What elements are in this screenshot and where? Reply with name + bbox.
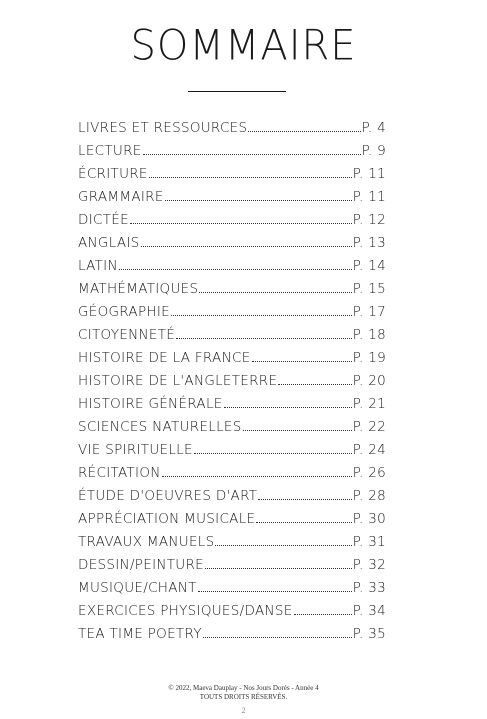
toc-entry-label: VIE SPIRITUELLE xyxy=(78,442,193,458)
dot-leader xyxy=(149,176,352,178)
toc-entry-label: GRAMMAIRE xyxy=(78,189,164,205)
toc-entry-page: P. 30 xyxy=(352,511,386,527)
toc-entry-page: P. 21 xyxy=(352,396,386,412)
toc-entry[interactable] xyxy=(78,212,386,235)
dot-leader xyxy=(278,383,351,385)
dot-leader xyxy=(243,429,352,431)
toc-entry[interactable] xyxy=(78,327,386,350)
toc-entry[interactable] xyxy=(78,396,386,419)
toc-entry[interactable] xyxy=(78,511,386,534)
footer xyxy=(0,684,487,702)
dot-leader xyxy=(130,222,352,224)
toc-entry-page: P. 14 xyxy=(352,258,386,274)
toc-entry[interactable] xyxy=(78,304,386,327)
dot-leader xyxy=(141,245,352,247)
dot-leader xyxy=(215,544,351,546)
toc-entry[interactable] xyxy=(78,442,386,465)
toc-entry-label: DICTÉE xyxy=(78,212,129,228)
dot-leader xyxy=(205,567,352,569)
page-number: 2 xyxy=(241,706,246,715)
toc-entry-label: EXERCICES PHYSIQUES/DANSE xyxy=(78,603,293,619)
toc-entry-label: HISTOIRE DE LA FRANCE xyxy=(78,350,251,366)
toc-entry-label: HISTOIRE DE L'ANGLETERRE xyxy=(78,373,278,389)
toc-entry-label: LIVRES ET RESSOURCES xyxy=(78,120,248,136)
dot-leader xyxy=(252,360,352,362)
toc-entry[interactable] xyxy=(78,189,386,212)
title-underline xyxy=(188,91,286,92)
dot-leader xyxy=(198,590,352,592)
toc-entry-page: P. 20 xyxy=(352,373,386,389)
toc-entry-page: P. 35 xyxy=(352,626,386,642)
toc-entry-label: LECTURE xyxy=(78,143,142,159)
toc-entry-page: P. 9 xyxy=(361,143,386,159)
dot-leader xyxy=(119,268,352,270)
toc-entry-page: P. 4 xyxy=(361,120,386,136)
toc-entry-page: P. 11 xyxy=(352,166,386,182)
toc-entry-page: P. 22 xyxy=(352,419,386,435)
toc-entry-label: LATIN xyxy=(78,258,118,274)
toc-entry[interactable] xyxy=(78,120,386,143)
toc-entry-label: CITOYENNETÉ xyxy=(78,327,176,343)
toc-entry-label: GÉOGRAPHIE xyxy=(78,304,170,320)
dot-leader xyxy=(258,498,351,500)
toc-entry[interactable] xyxy=(78,580,386,603)
dot-leader xyxy=(203,636,352,638)
footer-copyright: © 2022, Maeva Dauplay - Nos Jours Dorés - Année 4 xyxy=(168,684,319,692)
toc-entry-page: P. 24 xyxy=(352,442,386,458)
dot-leader xyxy=(294,613,352,615)
toc-entry-page: P. 11 xyxy=(352,189,386,205)
dot-leader xyxy=(199,291,351,293)
toc-entry[interactable] xyxy=(78,350,386,373)
toc-entry[interactable] xyxy=(78,419,386,442)
toc-entry-label: MUSIQUE/CHANT xyxy=(78,580,197,596)
dot-leader xyxy=(256,521,351,523)
toc-entry[interactable] xyxy=(78,281,386,304)
toc-entry-page: P. 15 xyxy=(352,281,386,297)
toc-entry-label: RÉCITATION xyxy=(78,465,161,481)
toc-entry[interactable] xyxy=(78,465,386,488)
dot-leader xyxy=(162,475,352,477)
footer-rights: TOUTS DROITS RÉSERVÉS. xyxy=(199,693,288,701)
toc-entry[interactable] xyxy=(78,603,386,626)
toc-entry-page: P. 31 xyxy=(352,534,386,550)
toc-entry-label: TRAVAUX MANUELS xyxy=(78,534,215,550)
toc-entry-page: P. 28 xyxy=(352,488,386,504)
page-title: SOMMAIRE xyxy=(130,21,357,71)
toc-entry-page: P. 33 xyxy=(352,580,386,596)
toc-entry-label: DESSIN/PEINTURE xyxy=(78,557,204,573)
toc-entry-page: P. 19 xyxy=(352,350,386,366)
toc-entry-page: P. 34 xyxy=(352,603,386,619)
toc-entry-label: SCIENCES NATURELLES xyxy=(78,419,242,435)
dot-leader xyxy=(224,406,352,408)
toc-entry[interactable] xyxy=(78,143,386,166)
toc-entry-label: TEA TIME POETRY xyxy=(78,626,202,642)
dot-leader xyxy=(248,130,360,132)
dot-leader xyxy=(176,337,352,339)
toc-entry-page: P. 12 xyxy=(352,212,386,228)
dot-leader xyxy=(165,199,352,201)
toc-entry-label: MATHÉMATIQUES xyxy=(78,281,199,297)
dot-leader xyxy=(143,153,361,155)
toc-entry-label: ANGLAIS xyxy=(78,235,140,251)
toc-entry[interactable] xyxy=(78,557,386,580)
toc-entry[interactable] xyxy=(78,626,386,649)
toc-entry-page: P. 18 xyxy=(352,327,386,343)
toc-entry-label: APPRÉCIATION MUSICALE xyxy=(78,511,256,527)
toc-entry-page: P. 26 xyxy=(352,465,386,481)
toc-entry-label: HISTOIRE GÉNÉRALE xyxy=(78,396,223,412)
toc-entry-label: ÉTUDE D'OEUVRES D'ART xyxy=(78,488,258,504)
toc-entry[interactable] xyxy=(78,373,386,396)
toc-entry-label: ÉCRITURE xyxy=(78,166,148,182)
toc-entry[interactable] xyxy=(78,166,386,189)
dot-leader xyxy=(171,314,352,316)
toc-entry[interactable] xyxy=(78,235,386,258)
toc-entry[interactable] xyxy=(78,258,386,281)
toc-entry[interactable] xyxy=(78,488,386,511)
toc-entry-page: P. 32 xyxy=(352,557,386,573)
toc-entry-page: P. 13 xyxy=(352,235,386,251)
toc-entry[interactable] xyxy=(78,534,386,557)
toc-entry-page: P. 17 xyxy=(352,304,386,320)
table-of-contents xyxy=(78,120,386,649)
dot-leader xyxy=(194,452,352,454)
